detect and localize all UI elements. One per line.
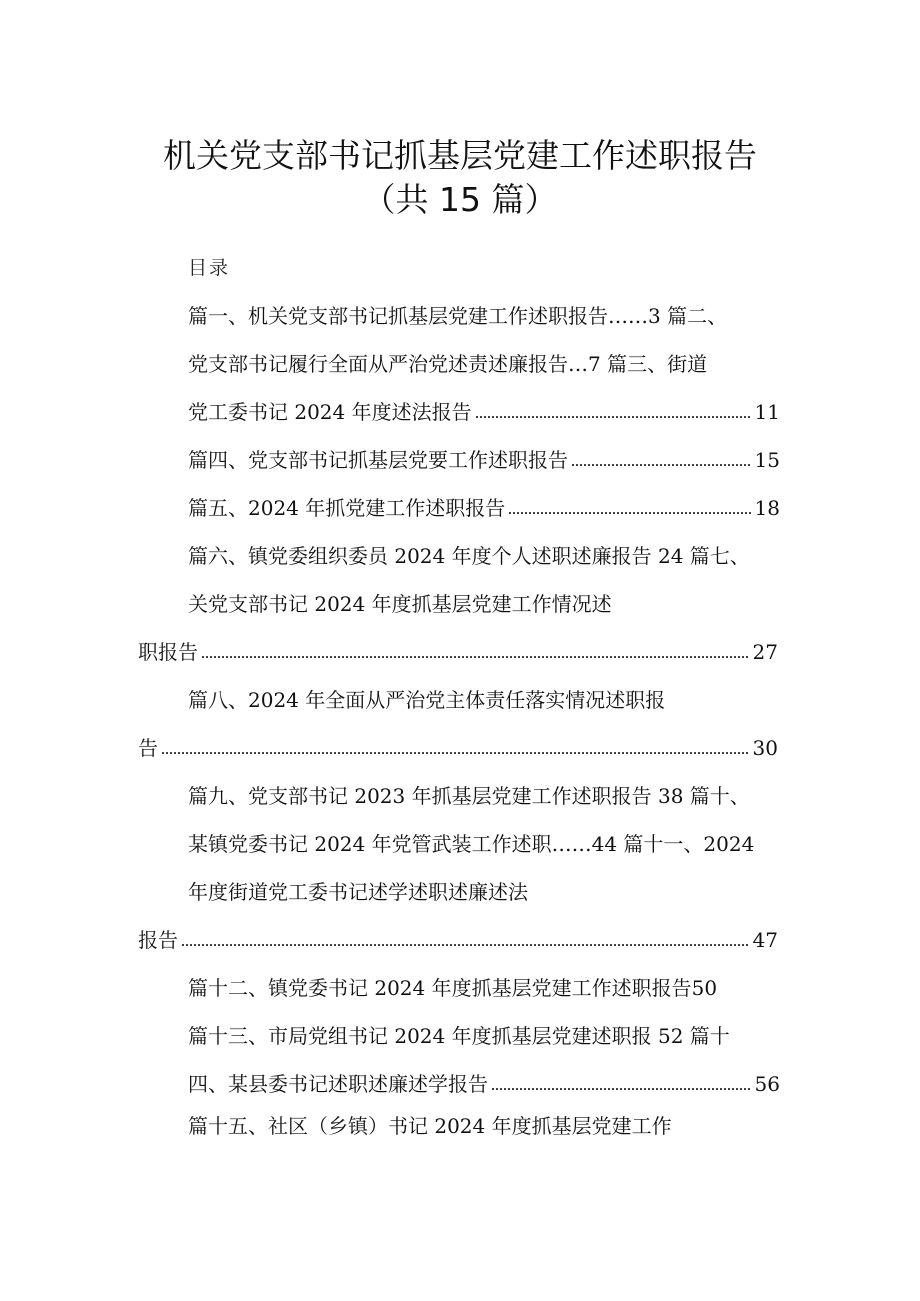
toc-line [188, 300, 727, 332]
toc-page-number: 11 [754, 400, 780, 424]
toc-line-text: 篇十二、镇党委书记 2024 年度抓基层党建工作述职报告50 [188, 976, 718, 1000]
dot-leader [161, 752, 750, 754]
toc-page-number: 56 [754, 1072, 780, 1096]
toc-line-text: 某镇党委书记 2024 年党管武装工作述职……44 篇十一、2024 [188, 832, 755, 856]
toc-line-text: 党支部书记履行全面从严治党述责述廉报告…7 篇三、街道 [188, 352, 708, 376]
toc-line-text: 党工委书记 2024 年度述法报告 [188, 400, 472, 424]
toc-line [188, 972, 717, 1004]
dot-leader [181, 944, 750, 946]
toc-page-number: 15 [754, 448, 780, 472]
document-subtitle: （共 15 篇） [362, 180, 558, 219]
toc-line-text: 篇一、机关党支部书记抓基层党建工作述职报告……3 篇二、 [188, 304, 728, 328]
toc-line-text: 篇四、党支部书记抓基层党要工作述职报告 [188, 448, 568, 472]
dot-leader [201, 656, 750, 658]
toc-page-number: 27 [752, 640, 778, 664]
toc-line [188, 828, 754, 860]
toc-line [188, 1020, 730, 1052]
toc-page-number: 30 [752, 736, 778, 760]
toc-page-number: 47 [752, 928, 778, 952]
toc-line-text: 篇十三、市局党组书记 2024 年度抓基层党建述职报 52 篇十 [188, 1024, 730, 1048]
toc-line-text: 篇九、党支部书记 2023 年抓基层党建工作述职报告 38 篇十、 [188, 784, 750, 808]
toc-line [188, 396, 780, 428]
toc-line-text: 报告 [138, 928, 178, 952]
toc-line [188, 1068, 780, 1100]
dot-leader [508, 512, 751, 514]
toc-line [188, 588, 612, 620]
toc-line-text: 篇八、2024 年全面从严治党主体责任落实情况述职报 [188, 688, 666, 712]
toc-page-number: 18 [754, 496, 780, 520]
toc-line-text: 年度街道党工委书记述学述职述廉述法 [188, 880, 528, 904]
toc-line [188, 780, 750, 812]
dot-leader [571, 464, 752, 466]
toc-line-text: 篇六、镇党委组织委员 2024 年度个人述职述廉报告 24 篇七、 [188, 544, 750, 568]
toc-line-text: 告 [138, 736, 158, 760]
toc-line [188, 540, 750, 572]
toc-line [138, 924, 778, 956]
toc-line [188, 684, 665, 716]
dot-leader [491, 1088, 752, 1090]
toc-line [188, 444, 780, 476]
toc-heading: 目录 [188, 257, 231, 279]
toc-line [138, 636, 778, 668]
toc-line [188, 492, 780, 524]
toc-line [188, 1110, 672, 1142]
toc-line-text: 职报告 [138, 640, 198, 664]
toc-line-text: 篇十五、社区（乡镇）书记 2024 年度抓基层党建工作 [188, 1114, 672, 1138]
toc-line-text: 篇五、2024 年抓党建工作述职报告 [188, 496, 506, 520]
toc-line-text: 四、某县委书记述职述廉述学报告 [188, 1072, 488, 1096]
dot-leader [475, 416, 752, 418]
toc-line-text: 关党支部书记 2024 年度抓基层党建工作情况述 [188, 592, 612, 616]
document-title: 机关党支部书记抓基层党建工作述职报告 [163, 136, 757, 175]
toc-line [138, 732, 778, 764]
toc-line [188, 348, 707, 380]
toc-line [188, 876, 528, 908]
